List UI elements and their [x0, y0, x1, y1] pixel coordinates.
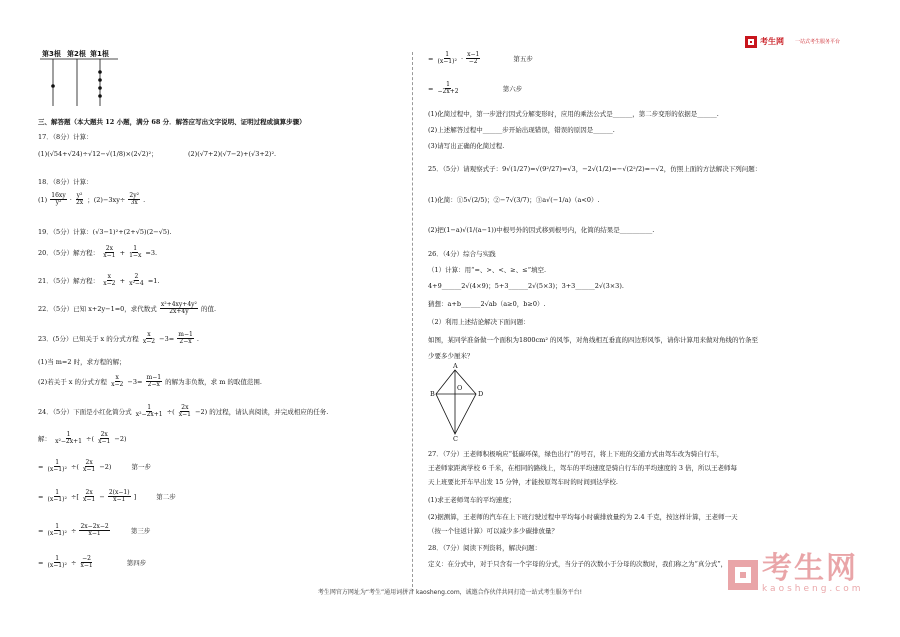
q18-part1-prefix: (1)	[38, 195, 48, 204]
rod-label-3: 第3根	[42, 50, 61, 58]
q24-step5-line: = $\frac{1}{\text{(x−1)²}}$ · $\frac{x-1}{-2}$ 第五步	[428, 51, 533, 66]
q27-line3: 天上班要比开车早出发 15 分钟，才能按原驾车时的时间到达学校.	[428, 478, 618, 486]
q24-stem: 24．（5分）下面是小红化简分式 $\frac{1}{\text{x²−2x+1}}$ ÷( $\frac{2x}{x-1}$ −2) 的过程，请认真阅读，并完成相应的任务.	[38, 404, 329, 419]
q27-part2-line2: （按一个往返计算）可以减少多少碳排放量？	[428, 527, 558, 535]
kite-label-b: B	[430, 390, 435, 398]
watermark-logo-icon	[728, 560, 758, 590]
q24-step1-line: = $\frac{1}{\text{(x−1)²}}$ ÷( $\frac{2x}{x-1}$ −2) 第一步	[38, 459, 152, 474]
q24-solve-label: 解：	[38, 434, 51, 443]
q18-frac-c: $\frac{\text{2y²}}{3x}$	[129, 192, 140, 207]
q18-expression: (1) $\frac{16xy}{\text{y²}}$ · $\frac{\text{y²}}{2x}$ ；(2)−3xy÷ $\frac{\text{2y²}}{3x}$ .	[38, 192, 146, 207]
q21-prefix: 21．（5分）解方程：	[38, 276, 100, 285]
q26-stem: 26．（4分）综合与实践	[428, 250, 496, 258]
q22-expression	[38, 302, 216, 316]
watermark-name: 考生网	[762, 551, 858, 586]
rod-label-1: 第1根	[90, 50, 109, 58]
kite-label-o: O	[457, 384, 463, 392]
q24-step3-line: = $\frac{1}{\text{(x−1)²}}$ ÷ $\frac{2x-2x-2}{x-1}$ 第三步	[38, 523, 151, 538]
q20-frac-b: $\frac{1}{1-x}$	[129, 245, 142, 260]
q27-part2-line1: (2)据测算，王老师的汽车在上下班行驶过程中平均每小时碳排放量约为 2.4 千克，按这样计算，王老师一天	[428, 513, 738, 521]
q24-solve-line: 解： $\frac{1}{\text{x²−2x+1}}$ ÷( $\frac{2x}{x-1}$ −2)	[38, 431, 127, 446]
watermark-domain: kaosheng.com	[762, 584, 864, 594]
q18-part2-prefix: ；(2)−3xy÷	[87, 195, 126, 204]
q26-part2: （2）利用上述结论解决下面问题：	[428, 318, 530, 326]
q27-line1: 27．（7分）王老师积极响应“低碳环保，绿色出行”的号召，将上下班的交通方式由驾车改为骑自行车，	[428, 450, 724, 458]
q17-part2: (2)(√7+2)(√7−2)+(√3+2)².	[188, 150, 277, 158]
q17-part1: (1)(√54+√24)÷√12−√(1/8)×(2√2)²；	[38, 150, 158, 158]
q23-part2: (2)若关于 x 的分式方程 $\frac{x}{x-2}$ −3= $\frac{m-1}{2-x}$ 的解为非负数，求 m 的取值范围.	[38, 374, 263, 389]
q24-task1: (1)化简过程中，第一步进行因式分解变形时，应用的乘法公式是______，第二步变形的依据是______.	[428, 110, 719, 118]
q20-suffix: =3.	[145, 248, 158, 257]
q20-frac-a: $\frac{2x}{x-1}$	[103, 245, 116, 260]
q22-frac: $\frac{\text{x²+4xy+4y²}}{2x+4y}$	[160, 301, 197, 316]
rods-svg	[38, 58, 128, 108]
q24-step2-line: = $\frac{1}{\text{(x−1)²}}$ ÷[ $\frac{2x}{x-1}$ − $\frac{2(x-1)}{x-1}$ ] 第二步	[38, 489, 176, 504]
q18-frac-a: $\frac{16xy}{\text{y²}}$	[51, 192, 66, 207]
right-column	[428, 0, 818, 637]
q25-part2: (2)把(1−a)√(1/(a−1))中根号外的因式移到根号内，化简的结果是__________.	[428, 226, 655, 234]
q25-stem: 25．（5分）请观察式子：9√(1/27)=√(9²/27)=√3，−2√(1/2)=−√(2²/2)=−√2，仿照上面的方法解决下列问题：	[428, 165, 762, 173]
q22-suffix: 的值.	[201, 304, 217, 313]
q20-expression: 20．（5分）解方程： $\frac{2x}{x-1}$ + $\frac{1}{1-x}$ =3.	[38, 245, 158, 260]
section-heading: 三、解答题（本大题共 12 小题，满分 68 分．解答应写出文字说明、证明过程或演算步骤）	[38, 118, 306, 126]
q23-part2-prefix: (2)若关于 x 的分式方程	[38, 377, 108, 386]
q17-stem: 17．（8分）计算：	[38, 133, 93, 141]
q21-suffix: =1.	[147, 276, 160, 285]
q23-frac-b: $\frac{m-1}{2-x}$	[178, 331, 193, 346]
q28-line2: 定义：在分式中，对于只含有一个字母的分式，当分子的次数小于分母的次数时，我们称之为“真分式”，	[428, 560, 728, 568]
q27-part1: (1)求王老师驾车的平均速度；	[428, 496, 516, 504]
kite-diagram	[428, 364, 488, 444]
q24-step1-label: 第一步	[131, 462, 152, 471]
q27-line2: 王老师家距离学校 6 千米，在相同的路线上，驾车的平均速度是骑自行车的平均速度的 3 倍，所以王老师每	[428, 464, 738, 472]
q24-stem-frac: $\frac{1}{\text{x²−2x+1}}$	[135, 404, 163, 419]
q18-frac-b: $\frac{\text{y²}}{2x}$	[75, 192, 84, 207]
q21-frac-b: $\frac{2}{\text{x²−4}}$	[129, 273, 144, 288]
q24-task3: (3)请写出正确的化简过程.	[428, 142, 505, 150]
kite-svg	[428, 364, 488, 444]
q21-frac-a: $\frac{x}{x-2}$	[103, 273, 116, 288]
kite-label-d: D	[478, 390, 484, 398]
header-logo-tagline: 一站式考生服务平台	[795, 38, 841, 45]
q24-stem-prefix: 24．（5分）下面是小红化简分式	[38, 407, 132, 416]
q23-stem: 23．(5分）已知关于 x 的分式方程 $\frac{x}{x-2}$ −3= $\frac{m-1}{2-x}$ .	[38, 331, 199, 346]
kite-label-c: C	[453, 435, 458, 443]
q23-stem-prefix: 23．(5分）已知关于 x 的分式方程	[38, 334, 139, 343]
q23-part2-suffix: 的解为非负数，求 m 的取值范围.	[165, 377, 263, 386]
q20-prefix: 20．（5分）解方程：	[38, 248, 100, 257]
q24-stem-suffix: 的过程，请认真阅读，并完成相应的任务.	[209, 407, 329, 416]
q24-step5-label: 第五步	[513, 54, 533, 63]
column-divider	[412, 52, 413, 592]
left-column	[38, 0, 398, 637]
header-logo-name: 考生网	[760, 37, 784, 46]
q26-problem-line2: 少要多少厘米？	[428, 352, 474, 360]
q26-problem-line1: 如图，某同学准备做一个面积为1800cm² 的风筝，对角线相互垂直的四边形风筝，请你计算用来做对角线的竹条至	[428, 336, 759, 344]
q26-compare: 4+9______2√(4×9)；5+3______2√(5×3)；3+3______2√(3×3).	[428, 282, 624, 290]
q25-part1: (1)化简：①5√(2/5)；②−7√(3/7)；③a√(−1/a)（a<0）.	[428, 196, 600, 204]
q24-step6-line: = $\frac{1}{-2x+2}$ 第六步	[428, 81, 523, 96]
rod-label-2: 第2根	[67, 50, 86, 58]
q24-step3-label: 第三步	[130, 526, 151, 535]
q23-part1: (1)当 m=2 时，求方程的解；	[38, 358, 126, 366]
q24-step2-label: 第二步	[156, 492, 176, 501]
q26-part1: （1）计算：用“=、>、<、≥、≤”填空.	[428, 266, 547, 274]
q18-stem: 18．（8分）计算：	[38, 178, 93, 186]
q24-step6-label: 第六步	[502, 84, 523, 93]
q26-guess: 猜想：a+b______2√ab（a≥0，b≥0）.	[428, 300, 546, 308]
q19-text: 19．（5分）计算：(√3−1)²+(2+√5)(2−√5).	[38, 228, 172, 236]
q24-task2: (2)上述解答过程中______步开始出现错误，错误的原因是______.	[428, 126, 615, 134]
q24-step4-line: = $\frac{1}{\text{(x−1)²}}$ ÷ $\frac{-2}{x-1}$ 第四步	[38, 555, 147, 570]
q21-expression: 21．（5分）解方程： $\frac{x}{x-2}$ + $\frac{2}{\text{x²−4}}$ =1.	[38, 273, 160, 288]
page-footer: 考生网官方网址为“考生”通用词拼音 kaosheng.com，诚邀合作伙伴共同打造一站式考生服务平台!	[317, 589, 583, 596]
q22-prefix: 22．（5分）已知 x+2y−1=0，求代数式	[38, 304, 157, 313]
q28-line1: 28．（7分）阅读下列资料，解决问题：	[428, 544, 542, 552]
q24-step4-label: 第四步	[126, 558, 147, 567]
kite-label-a: A	[453, 362, 458, 370]
q23-frac-a: $\frac{x}{x-2}$	[142, 331, 156, 346]
